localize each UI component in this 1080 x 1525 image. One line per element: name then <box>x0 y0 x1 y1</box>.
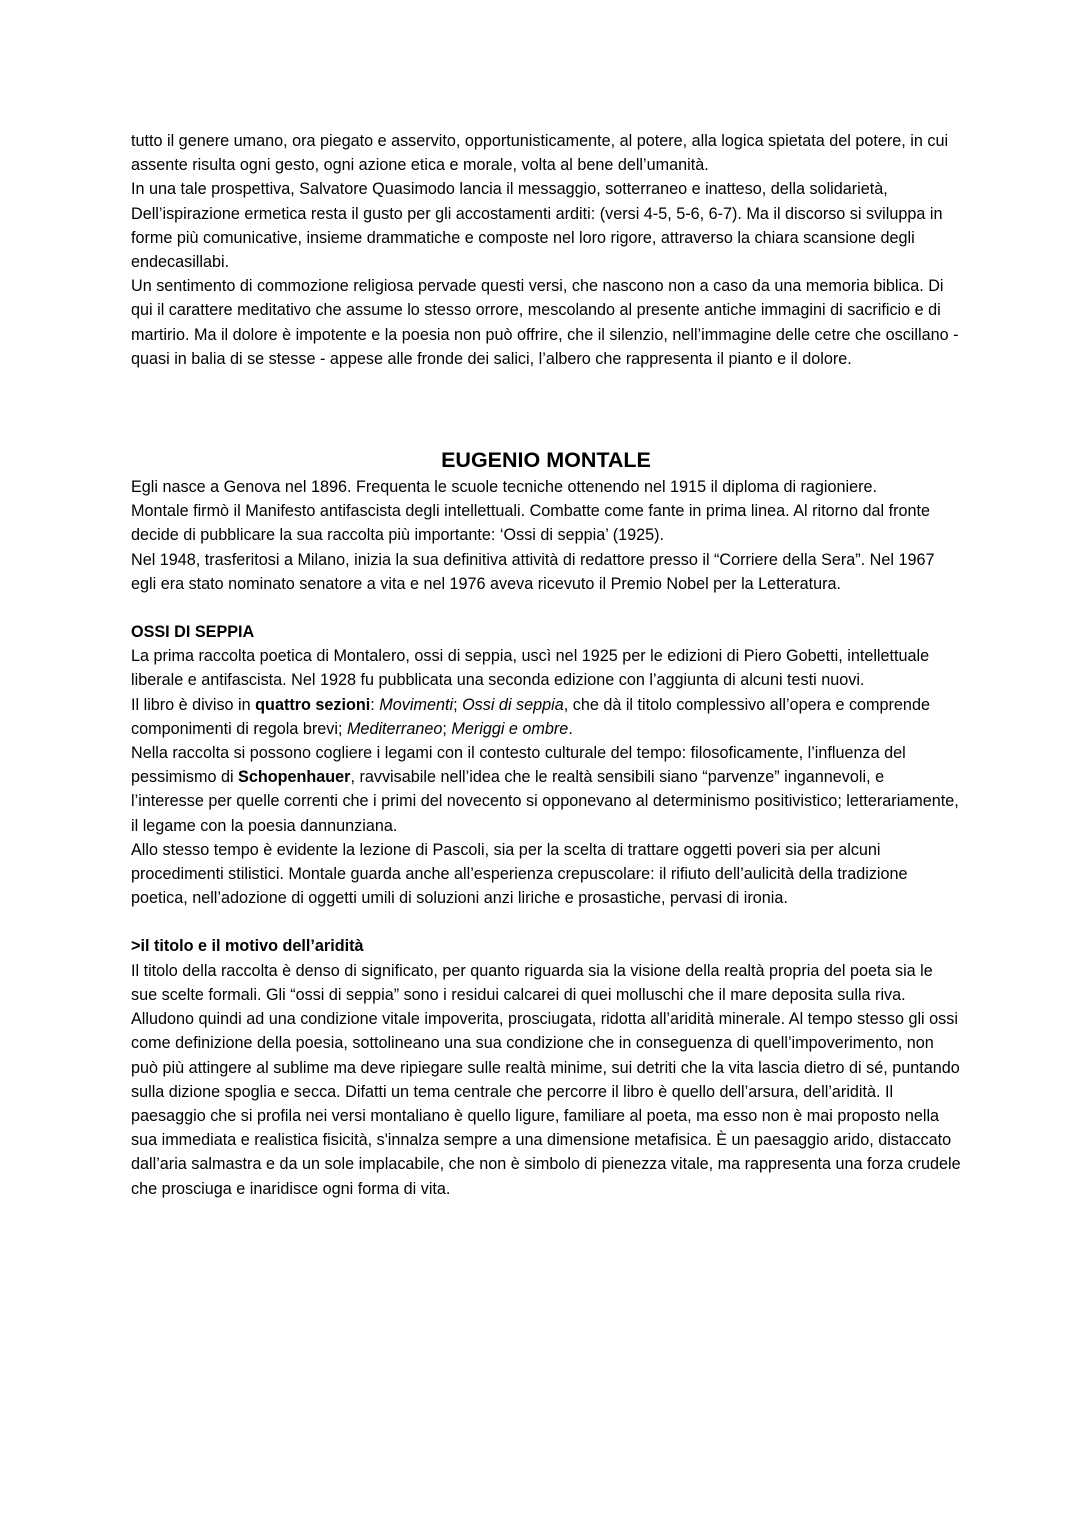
titolo-paragraph-1: Il titolo della raccolta è denso di significato, per quanto riguarda sia la visione della realtà propria del poeta sia le sue scelte formali. Gli “ossi di seppia” sono i residui calcarei di quei molluschi che il mare deposita sulla riva. Alludono quindi ad una condizione vitale impoverita, prosciugata, ridotta all’aridità minerale. Al tempo stesso gli ossi come definizione della poesia, sottolineano una sua condizione che in conseguenza di quell’impoverimento, non può più attingere al sublime ma deve ripiegare sulle realtà minime, sui detriti che la vita lascia dietro di sé, puntando sulla dizione spoglia e secca. Difatti un tema centrale che percorre il libro è quello dell’arsura, dell’aridità. Il paesaggio che si profila nei versi montaliano è quello ligure, familiare al poeta, ma esso non è mai proposto nella sua immediata e realistica fisicità, s'innalza sempre a una dimensione metafisica. È un paesaggio arido, distaccato dall’aria salmastra e da un sole implacabile, che non è simbolo di pienezza vitale, ma rappresenta una forza crudele che prosciuga e inaridisce ogni forma di vita. <box>131 961 961 1198</box>
intro-paragraph-3: Dell’ispirazione ermetica resta il gusto per gli accostamenti arditi: (versi 4-5, 5-6, 6-7). Ma il discorso si sviluppa in forme più comunicative, insieme drammatiche e composte nel loro rigore, attraverso la chiara scansione degli endecasillabi. <box>131 204 943 272</box>
ossi-paragraph-4: Allo stesso tempo è evidente la lezione di Pascoli, sia per la scelta di trattare oggetti poveri sia per alcuni procedimenti stilistici. Montale guarda anche all’esperienza crepuscolare: il rifiuto dell’aulicità della tradizione poetica, nell’adozione di oggetti umili di soluzioni anzi liriche e prosastiche, pervasi di ironia. <box>131 840 908 908</box>
section-name-ossi: Ossi di seppia <box>462 695 564 714</box>
montale-paragraph-1: Egli nasce a Genova nel 1896. Frequenta le scuole tecniche ottenendo nel 1915 il diploma di ragioniere. <box>131 478 878 497</box>
montale-paragraph-3: Nel 1948, trasferitosi a Milano, inizia la sua definitiva attività di redattore presso il “Corriere della Sera”. Nel 1967 egli era stato nominato senatore a vita e nel 1976 aveva ricevuto il Premio Nobel per la Letteratura. <box>131 550 935 593</box>
ossi-paragraph-1: La prima raccolta poetica di Montalero, ossi di seppia, uscì nel 1925 per le edizioni di Piero Gobetti, intellettuale liberale e antifascista. Nel 1928 fu pubblicata una seconda edizione con l’aggiunta di alcuni testi nuovi. <box>131 647 930 690</box>
section-title-montale: EUGENIO MONTALE <box>441 448 651 473</box>
ossi-paragraph-3: Nella raccolta si possono cogliere i legami con il contesto culturale del tempo: filosoficamente, l’influenza del pessimismo di Schopenhauer, ravvisabile nell’idea che le realtà sensibili siano “parvenze” ingannevoli, e l’interesse per quelle correnti che i primi del novecento si opponevano al determinismo positivistico; letterariamente, il legame con la poesia dannunziana. <box>131 744 959 835</box>
intro-paragraph-4: Un sentimento di commozione religiosa pervade questi versi, che nascono non a caso da una memoria biblica. Di qui il carattere meditativo che assume lo stesso orrore, mescolando al presente antiche immagini di sacrificio e di martirio. Ma il dolore è impotente e la poesia non può offrire, che il silenzio, nell’immagine delle cetre che oscillano - quasi in balia di se stesse - appese alle fronde dei salici, l’albero che rappresenta il pianto e il dolore. <box>131 277 959 368</box>
intro-paragraph-2: In una tale prospettiva, Salvatore Quasimodo lancia il messaggio, sotterraneo e inatteso, della solidarietà, <box>131 180 888 199</box>
section-gap <box>131 596 961 620</box>
section-gap <box>131 371 961 445</box>
section-name-mediterraneo: Mediterraneo <box>346 719 443 738</box>
heading-titolo-aridita: >il titolo e il motivo dell’aridità <box>131 937 364 956</box>
section-gap <box>131 910 961 934</box>
section-name-meriggi: Meriggi e ombre <box>451 719 569 738</box>
heading-ossi-di-seppia: OSSI DI SEPPIA <box>131 623 255 642</box>
intro-paragraph-1: tutto il genere umano, ora piegato e asservito, opportunisticamente, al potere, alla logica spietata del potere, in cui assente risulta ogni gesto, ogni azione etica e morale, volta al bene dell’umanità. <box>131 132 949 175</box>
montale-paragraph-2: Montale firmò il Manifesto antifascista degli intellettuali. Combatte come fante in prima linea. Al ritorno dal fronte decide di pubblicare la sua raccolta più importante: ‘Ossi di seppia’ (1925). <box>131 502 930 545</box>
ossi-paragraph-2: Il libro è diviso in quattro sezioni: Movimenti; Ossi di seppia, che dà il titolo complessivo all’opera e comprende componimenti di regola brevi; Mediterraneo; Meriggi e ombre. <box>131 695 930 738</box>
section-name-movimenti: Movimenti <box>379 695 454 714</box>
document-page <box>131 129 961 1201</box>
emphasis-schopenhauer: Schopenhauer <box>238 768 351 787</box>
emphasis-quattro-sezioni: quattro sezioni <box>255 695 371 714</box>
